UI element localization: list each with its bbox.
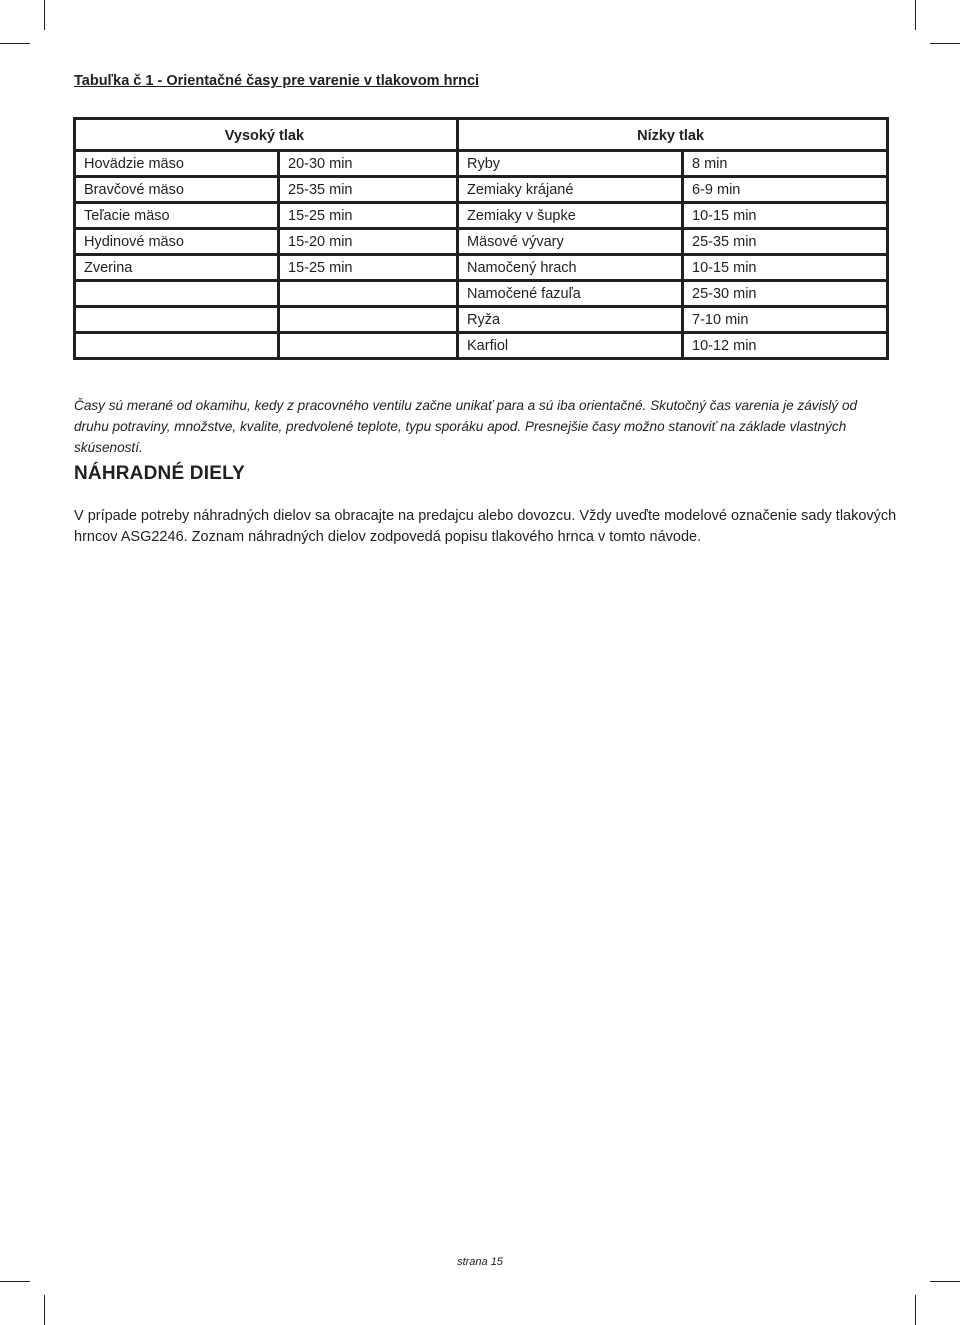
low-food-cell: Mäsové vývary	[458, 229, 683, 255]
low-time-cell: 6-9 min	[683, 177, 888, 203]
table-row	[75, 333, 888, 359]
cooking-times-table	[73, 117, 889, 360]
low-time-cell: 10-15 min	[683, 255, 888, 281]
table-row	[75, 151, 888, 177]
crop-mark-bottom-left-vertical	[44, 1295, 45, 1325]
high-food-cell	[75, 333, 279, 359]
low-food-cell: Zemiaky v šupke	[458, 203, 683, 229]
high-food-cell	[75, 307, 279, 333]
high-time-cell	[279, 281, 458, 307]
crop-mark-bottom-left-horizontal	[0, 1281, 30, 1282]
spare-parts-text: V prípade potreby náhradných dielov sa obracajte na predajcu alebo dovozcu. Vždy uveďte modelové označenie sady tlakových hrncov ASG2246. Zoznam náhradných dielov zodpovedá popisu tlakového hrnca v tomto návode.	[74, 508, 897, 545]
low-food-cell: Ryža	[458, 307, 683, 333]
high-food-cell: Hydinové mäso	[75, 229, 279, 255]
table-row	[75, 229, 888, 255]
high-food-cell: Hovädzie mäso	[75, 151, 279, 177]
low-food-cell: Karfiol	[458, 333, 683, 359]
page-number: strana 15	[457, 1256, 503, 1268]
high-food-cell: Teľacie mäso	[75, 203, 279, 229]
table-body	[75, 151, 888, 359]
low-food-cell: Zemiaky krájané	[458, 177, 683, 203]
high-time-cell: 15-25 min	[279, 203, 458, 229]
spare-parts-heading: NÁHRADNÉ DIELY	[74, 463, 246, 484]
low-food-cell: Namočený hrach	[458, 255, 683, 281]
high-time-cell: 15-25 min	[279, 255, 458, 281]
low-food-cell: Namočené fazuľa	[458, 281, 683, 307]
table-row	[75, 203, 888, 229]
crop-mark-bottom-right-horizontal	[930, 1281, 960, 1282]
table-row	[75, 255, 888, 281]
low-time-cell: 25-35 min	[683, 229, 888, 255]
table-title: Tabuľka č 1 - Orientačné časy pre varenie v tlakovom hrnci	[74, 73, 480, 89]
header-low-pressure: Nízky tlak	[458, 119, 888, 151]
high-time-cell: 20-30 min	[279, 151, 458, 177]
cooking-times-note: Časy sú merané od okamihu, kedy z pracovného ventilu začne unikať para a sú iba orientačné. Skutočný čas varenia je závislý od druhu potraviny, množstve, kvalite, predvolené teplote, typu sporáku apod. Presnejšie časy možno stanoviť na základe vlastných skúseností.	[74, 398, 858, 455]
low-time-cell: 10-15 min	[683, 203, 888, 229]
high-food-cell	[75, 281, 279, 307]
crop-mark-top-left-horizontal	[0, 43, 30, 44]
high-time-cell	[279, 333, 458, 359]
table-header-row	[75, 119, 888, 151]
crop-mark-bottom-right-vertical	[915, 1295, 916, 1325]
low-time-cell: 25-30 min	[683, 281, 888, 307]
high-food-cell: Bravčové mäso	[75, 177, 279, 203]
crop-mark-top-left-vertical	[44, 0, 45, 30]
high-time-cell: 15-20 min	[279, 229, 458, 255]
crop-mark-top-right-vertical	[915, 0, 916, 30]
low-food-cell: Ryby	[458, 151, 683, 177]
high-food-cell: Zverina	[75, 255, 279, 281]
low-time-cell: 8 min	[683, 151, 888, 177]
table-row	[75, 281, 888, 307]
header-high-pressure: Vysoký tlak	[75, 119, 458, 151]
high-time-cell: 25-35 min	[279, 177, 458, 203]
table-row	[75, 307, 888, 333]
high-time-cell	[279, 307, 458, 333]
low-time-cell: 7-10 min	[683, 307, 888, 333]
table-row	[75, 177, 888, 203]
crop-mark-top-right-horizontal	[930, 43, 960, 44]
low-time-cell: 10-12 min	[683, 333, 888, 359]
